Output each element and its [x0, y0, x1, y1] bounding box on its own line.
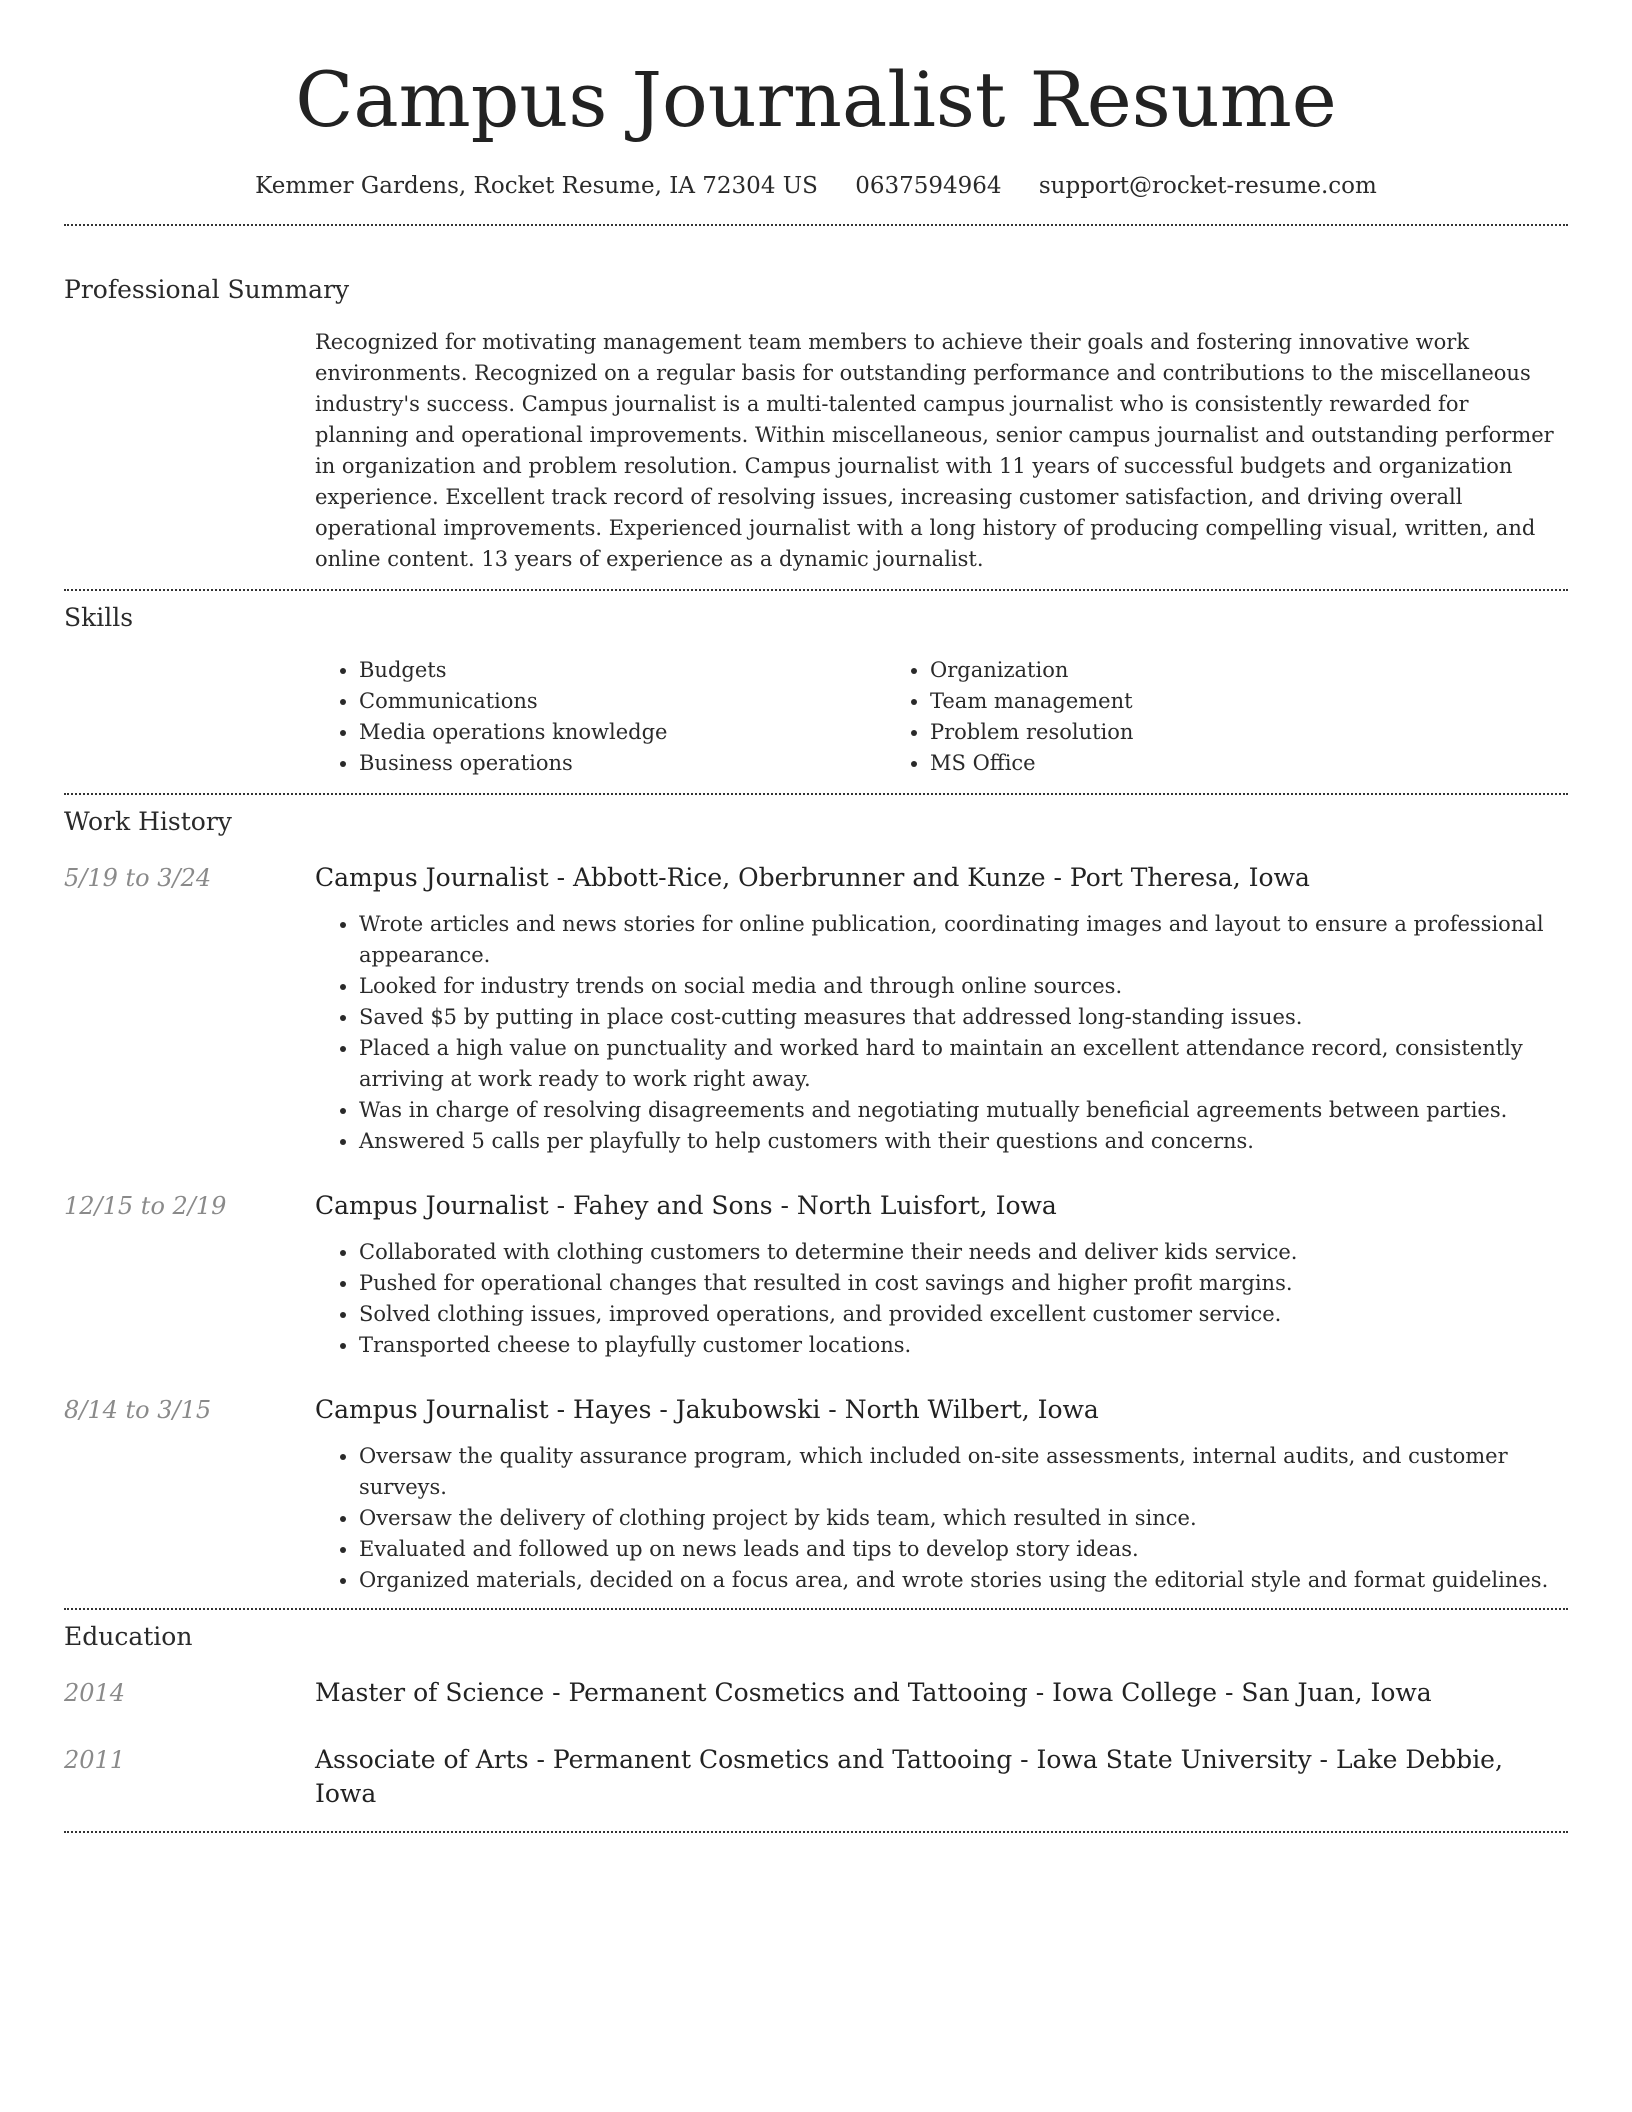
job-title: Campus Journalist - Fahey and Sons - North Luisfort, Iowa [315, 1191, 1057, 1220]
job-bullet: • Oversaw the delivery of clothing project by kids team, which resulted in since. [359, 1503, 1568, 1534]
job-entry [64, 861, 1568, 1157]
education-degree: Associate of Arts - Permanent Cosmetics and Tattooing - Iowa State University - Lake Debbie, Iowa [315, 1745, 1503, 1808]
job-bullet: • Wrote articles and news stories for online publication, coordinating images and layout to ensure a professional appearance. [359, 909, 1568, 971]
education-section [64, 1610, 1568, 1811]
job-bullet: • Evaluated and followed up on news leads and tips to develop story ideas. [359, 1534, 1568, 1565]
job-bullet: • Was in charge of resolving disagreements and negotiating mutually beneficial agreements between parties. [359, 1095, 1568, 1126]
job-bullet: • Saved $5 by putting in place cost-cutting measures that addressed long-standing issues. [359, 1002, 1568, 1033]
resume-header [64, 0, 1568, 202]
job-bullets [315, 1441, 1568, 1596]
jobs-list [64, 861, 1568, 1596]
contact-phone: 0637594964 [855, 173, 1002, 199]
resume-page [64, 0, 1568, 1833]
summary-body [315, 327, 1568, 575]
divider [64, 1831, 1568, 1833]
skills-list-left [315, 655, 886, 779]
skill-item: • Organization [930, 655, 1486, 686]
contact-line [64, 170, 1568, 202]
education-year: 2011 [64, 1746, 126, 1774]
work-heading: Work History [64, 807, 232, 836]
skill-item: • Budgets [359, 655, 886, 686]
skill-item: • Problem resolution [930, 717, 1486, 748]
skill-item: • MS Office [930, 748, 1486, 779]
education-year: 2014 [64, 1679, 126, 1707]
job-entry [64, 1393, 1568, 1596]
skill-item: • Business operations [359, 748, 886, 779]
skills-heading: Skills [64, 603, 134, 632]
job-bullets [315, 1237, 1568, 1361]
summary-text: Recognized for motivating management team members to achieve their goals and fostering innovative work environments. Recognized on a regular basis for outstanding performance and contributions to the miscellaneous industry's success. Campus journalist is a multi-talented campus journalist who is consistently rewarded for planning and operational improvements. Within miscellaneous, senior campus journalist and outstanding performer in organization and problem resolution. Campus journalist with 11 years of successful budgets and organization experience. Excellent track record of resolving issues, increasing customer satisfaction, and driving overall operational improvements. Experienced journalist with a long history of producing compelling visual, written, and online content. 13 years of experience as a dynamic journalist. [315, 330, 1554, 571]
job-dates: 8/14 to 3/15 [64, 1396, 212, 1424]
job-bullet: • Placed a high value on punctuality and worked hard to maintain an excellent attendance record, consistently arriving at work ready to work right away. [359, 1033, 1568, 1095]
job-dates: 5/19 to 3/24 [64, 864, 212, 892]
job-bullet: • Pushed for operational changes that resulted in cost savings and higher profit margins. [359, 1268, 1568, 1299]
skill-item: • Team management [930, 686, 1486, 717]
summary-heading: Professional Summary [64, 275, 350, 304]
education-entry [64, 1743, 1568, 1811]
education-degree: Master of Science - Permanent Cosmetics and Tattooing - Iowa College - San Juan, Iowa [315, 1678, 1432, 1707]
skills-section [64, 591, 1568, 779]
job-title: Campus Journalist - Abbott-Rice, Oberbrunner and Kunze - Port Theresa, Iowa [315, 863, 1310, 892]
skills-body [315, 655, 1568, 779]
job-bullet: • Organized materials, decided on a focus area, and wrote stories using the editorial style and format guidelines. [359, 1565, 1568, 1596]
job-bullet: • Answered 5 calls per playfully to help customers with their questions and concerns. [359, 1126, 1568, 1157]
job-title: Campus Journalist - Hayes - Jakubowski - North Wilbert, Iowa [315, 1395, 1099, 1424]
job-bullet: • Transported cheese to playfully customer locations. [359, 1330, 1568, 1361]
contact-email: support@rocket-resume.com [1038, 173, 1377, 199]
skills-list-right [886, 655, 1486, 779]
job-bullet: • Looked for industry trends on social media and through online sources. [359, 971, 1568, 1002]
education-heading: Education [64, 1622, 193, 1651]
job-bullet: • Solved clothing issues, improved operations, and provided excellent customer service. [359, 1299, 1568, 1330]
education-entry [64, 1676, 1568, 1710]
skill-item: • Media operations knowledge [359, 717, 886, 748]
contact-address: Kemmer Gardens, Rocket Resume, IA 72304 US [255, 173, 818, 199]
resume-title: Campus Journalist Resume [295, 55, 1337, 144]
education-list [64, 1676, 1568, 1811]
job-bullet: • Oversaw the quality assurance program, which included on-site assessments, internal audits, and customer surveys. [359, 1441, 1568, 1503]
job-bullets [315, 909, 1568, 1157]
job-entry [64, 1189, 1568, 1361]
skill-item: • Communications [359, 686, 886, 717]
job-dates: 12/15 to 2/19 [64, 1192, 227, 1220]
work-section [64, 795, 1568, 1596]
job-bullet: • Collaborated with clothing customers to determine their needs and deliver kids service. [359, 1237, 1568, 1268]
summary-section [64, 226, 1568, 575]
skills-columns [315, 655, 1568, 779]
